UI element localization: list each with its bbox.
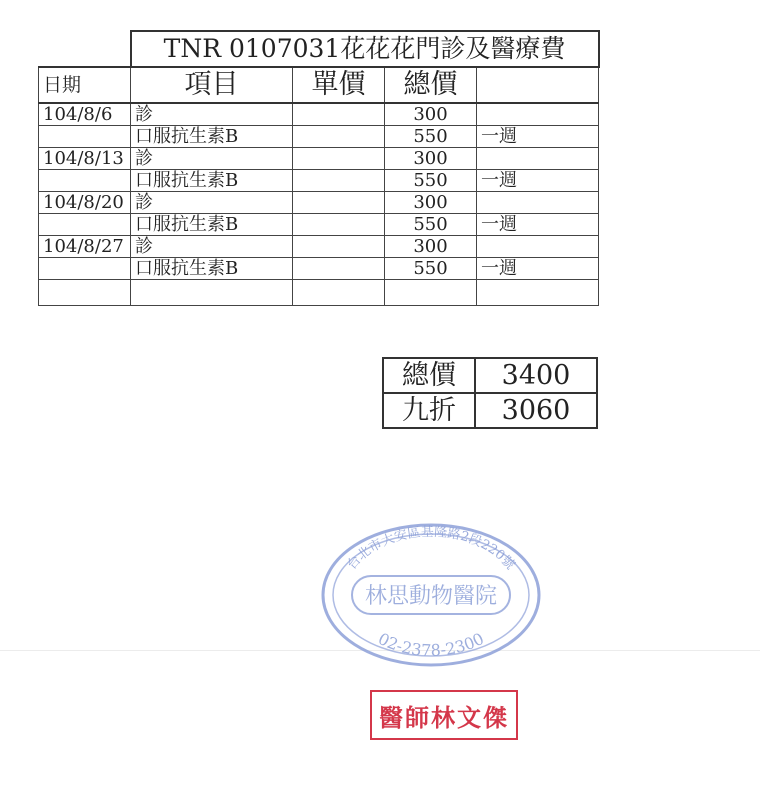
cell-unit-price (293, 103, 385, 126)
cell-note: 一週 (477, 170, 599, 192)
cell-unit-price (293, 236, 385, 258)
table-row (39, 214, 599, 236)
cell-total: 550 (385, 170, 477, 192)
invoice-rows (39, 103, 599, 306)
cell-item: 診 (131, 236, 293, 258)
cell-total: 550 (385, 126, 477, 148)
cell-unit-price (293, 280, 385, 306)
cell-item: 口服抗生素B (131, 126, 293, 148)
header-date: 日期 (39, 67, 131, 103)
cell-total: 300 (385, 236, 477, 258)
table-row (39, 126, 599, 148)
doctor-seal-stamp (370, 690, 518, 740)
header-note (477, 67, 599, 103)
cell-note: 一週 (477, 214, 599, 236)
table-row (39, 258, 599, 280)
cell-date (39, 170, 131, 192)
summary-discount-value: 3060 (475, 393, 597, 428)
cell-item (131, 280, 293, 306)
cell-note (477, 148, 599, 170)
clinic-address-text: 台北市大安區基隆路2段220號 (344, 524, 518, 573)
summary-table (382, 357, 598, 429)
cell-note (477, 236, 599, 258)
cell-item: 口服抗生素B (131, 214, 293, 236)
cell-item: 診 (131, 103, 293, 126)
cell-note (477, 103, 599, 126)
cell-item: 口服抗生素B (131, 170, 293, 192)
summary-discount-row (383, 393, 597, 428)
cell-item: 診 (131, 192, 293, 214)
cell-unit-price (293, 148, 385, 170)
header-item: 項目 (131, 67, 293, 103)
summary-total-label: 總價 (383, 358, 475, 393)
cell-date (39, 126, 131, 148)
summary-discount-label: 九折 (383, 393, 475, 428)
table-row (39, 148, 599, 170)
cell-unit-price (293, 258, 385, 280)
cell-unit-price (293, 126, 385, 148)
cell-total: 300 (385, 148, 477, 170)
title-blank-corner (39, 31, 131, 67)
header-row (39, 67, 599, 103)
summary-total-row (383, 358, 597, 393)
cell-date (39, 214, 131, 236)
cell-date (39, 258, 131, 280)
clinic-name-text: 林思動物醫院 (364, 584, 498, 609)
invoice-title: TNR 0107031花花花門診及醫療費 (131, 31, 599, 67)
table-row (39, 236, 599, 258)
cell-unit-price (293, 170, 385, 192)
title-row (39, 31, 599, 67)
doctor-name: 醫師林文傑 (379, 702, 509, 732)
cell-note (477, 192, 599, 214)
header-unit-price: 單價 (293, 67, 385, 103)
invoice-table (38, 30, 600, 306)
table-row (39, 170, 599, 192)
cell-unit-price (293, 214, 385, 236)
table-row (39, 280, 599, 306)
invoice-table-wrapper (38, 30, 600, 306)
cell-total: 550 (385, 258, 477, 280)
clinic-phone-text: 02-2378-2300 (375, 628, 487, 660)
cell-note (477, 280, 599, 306)
cell-unit-price (293, 192, 385, 214)
cell-note: 一週 (477, 126, 599, 148)
cell-note: 一週 (477, 258, 599, 280)
clinic-seal-stamp (316, 520, 546, 670)
cell-date: 104/8/27 (39, 236, 131, 258)
cell-date (39, 280, 131, 306)
table-row (39, 103, 599, 126)
cell-total: 300 (385, 103, 477, 126)
table-row (39, 192, 599, 214)
cell-total: 300 (385, 192, 477, 214)
cell-date: 104/8/20 (39, 192, 131, 214)
cell-item: 診 (131, 148, 293, 170)
cell-date: 104/8/13 (39, 148, 131, 170)
cell-total: 550 (385, 214, 477, 236)
summary-total-value: 3400 (475, 358, 597, 393)
cell-total (385, 280, 477, 306)
cell-date: 104/8/6 (39, 103, 131, 126)
header-total: 總價 (385, 67, 477, 103)
cell-item: 口服抗生素B (131, 258, 293, 280)
